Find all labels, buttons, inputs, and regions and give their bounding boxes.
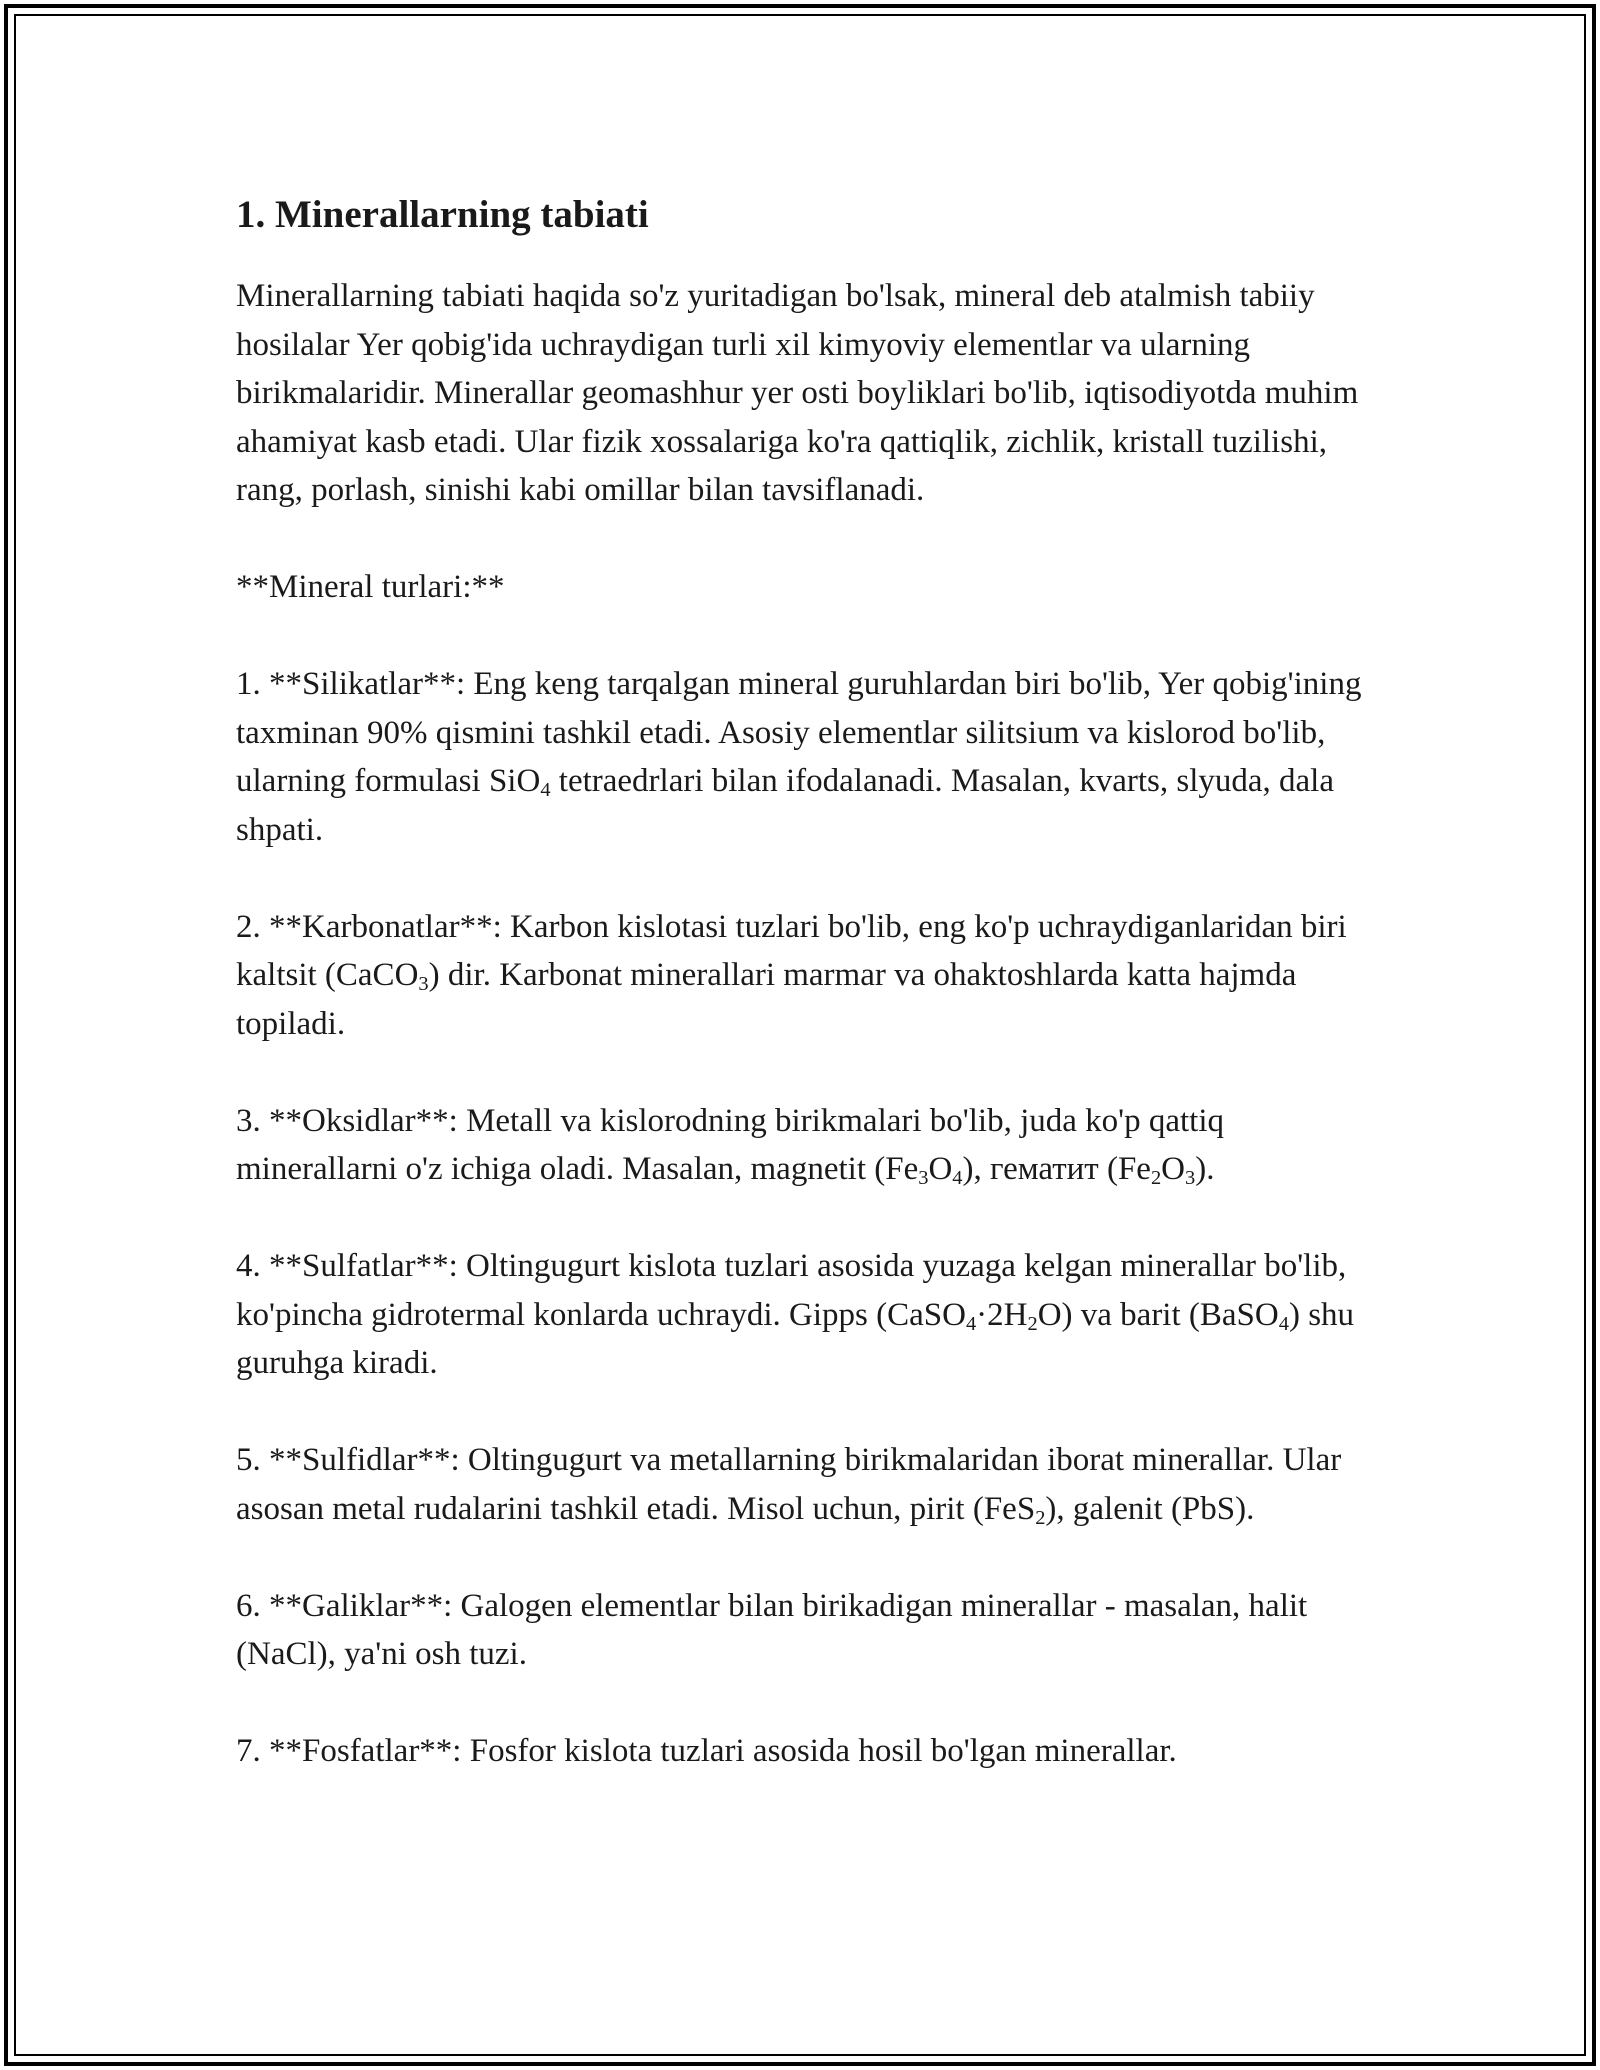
mineral-types-list — [236, 660, 1376, 1776]
formula-subscript: 2 — [1035, 1506, 1046, 1529]
mineral-type-item — [236, 1242, 1376, 1388]
section-title: 1. Minerallarning tabiati — [236, 193, 649, 236]
item-text: O — [928, 1151, 953, 1187]
mineral-type-item — [236, 1582, 1376, 1679]
item-text: 1. **Silikatlar**: Eng keng tarqalgan mineral guruhlardan biri bo'lib, Yer qobig'ining taxminan 90% qismini tashkil etadi. Asosiy elementlar silitsium va kislorod bo'lib, ularning formulasi SiO — [236, 666, 1362, 799]
document-body — [236, 190, 1376, 1776]
item-text: ). — [1195, 1151, 1215, 1187]
mineral-type-item — [236, 1436, 1376, 1533]
item-text: 7. **Fosfatlar**: Fosfor kislota tuzlari asosida hosil bo'lgan minerallar. — [236, 1733, 1177, 1769]
mineral-types-heading: **Mineral turlari:** — [236, 569, 505, 605]
item-text: 3. **Oksidlar**: Metall va kislorodning birikmalari bo'lib, juda ko'p qattiq minerallarni o'z ichiga oladi. Masalan, magnetit (Fe — [236, 1102, 1225, 1187]
item-text: ) dir. Karbonat minerallari marmar va ohaktoshlarda katta hajmda topiladi. — [236, 957, 1297, 1042]
formula-subscript: 4 — [965, 1312, 977, 1335]
item-text: O — [1161, 1151, 1186, 1187]
item-text: tetraedrlari bilan ifodalanadi. Masalan, kvarts, slyuda, dala shpati. — [236, 763, 1334, 848]
formula-subscript: 3 — [1185, 1167, 1196, 1190]
item-text: ·2H — [976, 1296, 1028, 1333]
mineral-type-item — [236, 903, 1376, 1049]
formula-subscript: 4 — [952, 1167, 963, 1190]
item-text: 5. **Sulfidlar**: Oltingugurt va metallarning birikmalaridan iborat minerallar. Ular asosan metal rudalarini tashkil etadi. Misol uchun, pirit (FeS — [236, 1442, 1342, 1527]
mineral-type-item — [236, 1097, 1376, 1194]
formula-subscript: 2 — [1027, 1312, 1038, 1335]
formula-subscript: 3 — [918, 1167, 929, 1190]
formula-subscript: 4 — [1278, 1312, 1289, 1335]
item-text: O) va barit (BaSO — [1037, 1296, 1279, 1333]
mineral-type-item — [236, 660, 1376, 854]
intro-paragraph: Minerallarning tabiati haqida so'z yuritadigan bo'lsak, mineral deb atalmish tabiiy hosilalar Yer qobig'ida uchraydigan turli xil kimyoviy elementlar va ularning birikmalaridir. Minerallar geomashhur yer osti boyliklari bo'lib, iqtisodiyotda muhim ahamiyat kasb etadi. Ular fizik xossalariga ko'ra qattiqlik, zichlik, kristall tuzilishi, rang, porlash, sinishi kabi omillar bilan tavsiflanadi. — [236, 278, 1359, 508]
item-text: 2. **Karbonatlar**: Karbon kislotasi tuzlari bo'lib, eng ko'p uchraydiganlaridan biri kaltsit (CaCO — [236, 908, 1347, 993]
mineral-type-item — [236, 1727, 1376, 1776]
item-text: ), гематит (Fe — [962, 1151, 1151, 1187]
formula-subscript: 2 — [1150, 1167, 1162, 1190]
item-text: ), galenit (PbS). — [1045, 1490, 1255, 1527]
formula-subscript: 4 — [540, 779, 551, 802]
item-text: ) shu guruhga kiradi. — [236, 1296, 1355, 1381]
item-text: 6. **Galiklar**: Galogen elementlar bilan birikadigan minerallar - masalan, halit (NaCl), ya'ni osh tuzi. — [236, 1587, 1308, 1672]
item-text: 4. **Sulfatlar**: Oltingugurt kislota tuzlari asosida yuzaga kelgan minerallar bo'lib, ko'pincha gidrotermal konlarda uchraydi. Gipps (CaSO — [236, 1248, 1347, 1333]
formula-subscript: 3 — [418, 973, 429, 996]
